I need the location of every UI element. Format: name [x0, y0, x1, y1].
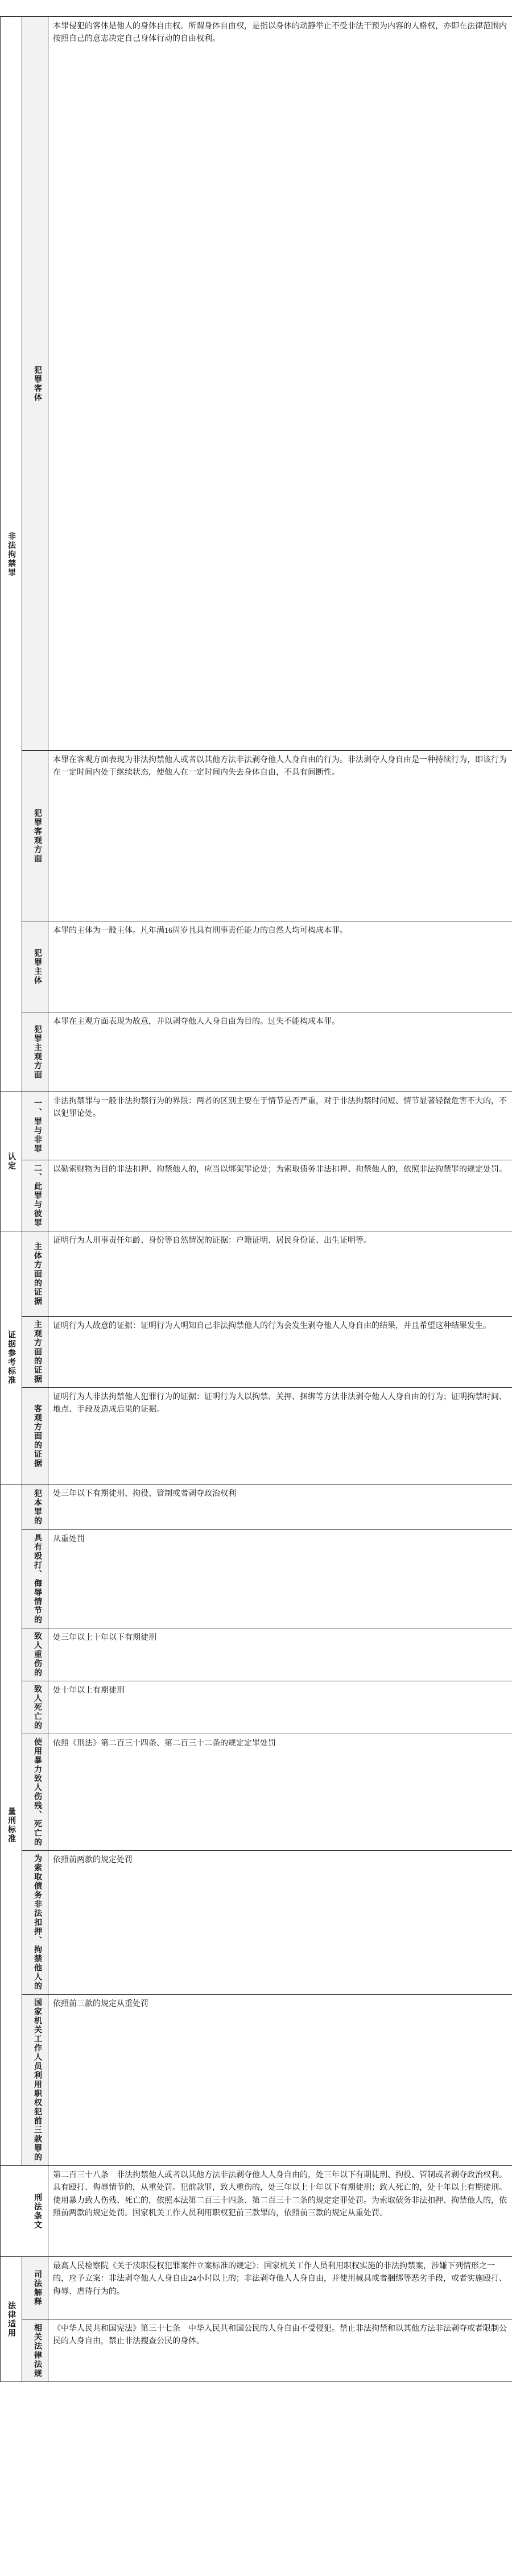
section-head-0: 犯罪客体 — [22, 17, 48, 751]
sub-text-0: 非法拘禁罪与一般非法拘禁行为的界限：两者的区别主要在于情节是否严重，对于非法拘禁时间短、情节显著轻微危害不大的，不以犯罪论处。 — [48, 1092, 512, 1160]
sentencing-head-6: 国家机关工作人员利用职权犯前三款罪的 — [22, 1995, 48, 2166]
evidence-text-0: 证明行为人刑事责任年龄、身份等自然情况的证据：户籍证明、居民身份证、出生证明等。 — [48, 1231, 512, 1317]
sentencing-penalty-5: 依照前两款的规定处罚 — [48, 1851, 512, 1995]
related-laws-text: 《中华人民共和国宪法》第三十七条 中华人民共和国公民的人身自由不受侵犯。禁止非法拘禁和以其他方法非法剥夺或者限制公民的人身自由，禁止非法搜查公民的身体。 — [48, 2319, 512, 2382]
section-head-1: 犯罪客观方面 — [22, 751, 48, 921]
sentencing-heading: 量刑标准 — [1, 1485, 22, 2166]
sentencing-head-4: 使用暴力致人伤残、死亡的 — [22, 1734, 48, 1851]
judicial-heading: 司法解释 — [22, 2257, 48, 2319]
page-top-margin — [0, 0, 512, 16]
evidence-text-1: 证明行为人故意的证据：证明行为人明知自己非法拘禁他人的行为会发生剥夺他人人身自由的结果，并且希望这种结果发生。 — [48, 1317, 512, 1388]
evidence-text-2: 证明行为人非法拘禁他人犯罪行为的证据：证明行为人以拘禁、关押、捆绑等方法非法剥夺他人人身自由的行为；证明拘禁时间、地点、手段及造成后果的证据。 — [48, 1388, 512, 1485]
section-text-0: 本罪侵犯的客体是他人的身体自由权。所谓身体自由权，是指以身体的动静举止不受非法干预为内容的人格权，亦即在法律范围内按照自己的意志决定自己身体行动的自由权利。 — [48, 17, 512, 751]
section-text-3: 本罪在主观方面表现为故意，并以剥夺他人人身自由为目的。过失不能构成本罪。 — [48, 1012, 512, 1092]
section-text-2: 本罪的主体为一般主体。凡年满16周岁且具有刑事责任能力的自然人均可构成本罪。 — [48, 921, 512, 1012]
sentencing-head-0: 犯本罪的 — [22, 1485, 48, 1530]
sub-head-1: 二、此罪与彼罪 — [22, 1160, 48, 1231]
sentencing-penalty-3: 处十年以上有期徒刑 — [48, 1681, 512, 1734]
evidence-head-2: 客观方面的证据 — [22, 1388, 48, 1485]
sentencing-head-5: 为索取债务非法扣押、拘禁他人的 — [22, 1851, 48, 1995]
evidence-heading: 证据参考标准 — [1, 1231, 22, 1485]
sentencing-head-2: 致人重伤的 — [22, 1628, 48, 1681]
sub-head-0: 一、罪与非罪 — [22, 1092, 48, 1160]
sentencing-penalty-1: 从重处罚 — [48, 1530, 512, 1628]
discrimination-heading: 认定 — [1, 1092, 22, 1231]
sentencing-penalty-2: 处三年以上十年以下有期徒刑 — [48, 1628, 512, 1681]
sentencing-penalty-6: 依照前三款的规定从重处罚 — [48, 1995, 512, 2166]
sub-text-1: 以勒索财物为目的非法扣押、拘禁他人的，应当以绑架罪论处；为索取债务非法扣押、拘禁他人的，依照非法拘禁罪的规定处罚。 — [48, 1160, 512, 1231]
evidence-head-0: 主体方面的证据 — [22, 1231, 48, 1317]
related-laws-heading: 相关法律法规 — [22, 2319, 48, 2382]
judicial-text: 最高人民检察院《关于渎职侵权犯罪案件立案标准的规定》：国家机关工作人员利用职权实施的非法拘禁案，涉嫌下列情形之一的，应予立案：非法剥夺他人人身自由24小时以上的；非法剥夺他人人身自由，并使用械具或者捆绑等恶劣手段，或者实施殴打、侮辱、虐待行为的。 — [48, 2257, 512, 2319]
evidence-head-1: 主观方面的证据 — [22, 1317, 48, 1388]
sentencing-head-3: 致人死亡的 — [22, 1681, 48, 1734]
statute-heading: 刑法条文 — [1, 2166, 48, 2257]
section-text-1: 本罪在客观方面表现为非法拘禁他人或者以其他方法非法剥夺他人人身自由的行为。非法剥夺人身自由是一种持续行为，即该行为在一定时间内处于继续状态，使他人在一定时间内失去身体自由，不具有间断性。 — [48, 751, 512, 921]
crime-name-heading: 非法拘禁罪 — [1, 17, 22, 1092]
sentencing-penalty-0: 处三年以下有期徒刑、拘役、管制或者剥夺政治权利 — [48, 1485, 512, 1530]
sentencing-head-1: 具有殴打、侮辱情节的 — [22, 1530, 48, 1628]
section-head-2: 犯罪主体 — [22, 921, 48, 1012]
section-head-3: 犯罪主观方面 — [22, 1012, 48, 1092]
sentencing-penalty-4: 依照《刑法》第二百三十四条、第二百三十二条的规定定罪处罚 — [48, 1734, 512, 1851]
law-application-heading: 法律适用 — [1, 2257, 22, 2382]
law-reference-table — [0, 16, 512, 2382]
statute-text: 第二百三十八条 非法拘禁他人或者以其他方法非法剥夺他人人身自由的，处三年以下有期徒刑、拘役、管制或者剥夺政治权利。具有殴打、侮辱情节的，从重处罚。犯前款罪，致人重伤的，处三年以上十年以下有期徒刑；致人死亡的，处十年以上有期徒刑。使用暴力致人伤残、死亡的，依照本法第二百三十四条、第二百三十二条的规定定罪处罚。为索取债务非法扣押、拘禁他人的，依照前两款的规定处罚。国家机关工作人员利用职权犯前三款罪的，依照前三款的规定从重处罚。 — [48, 2166, 512, 2257]
